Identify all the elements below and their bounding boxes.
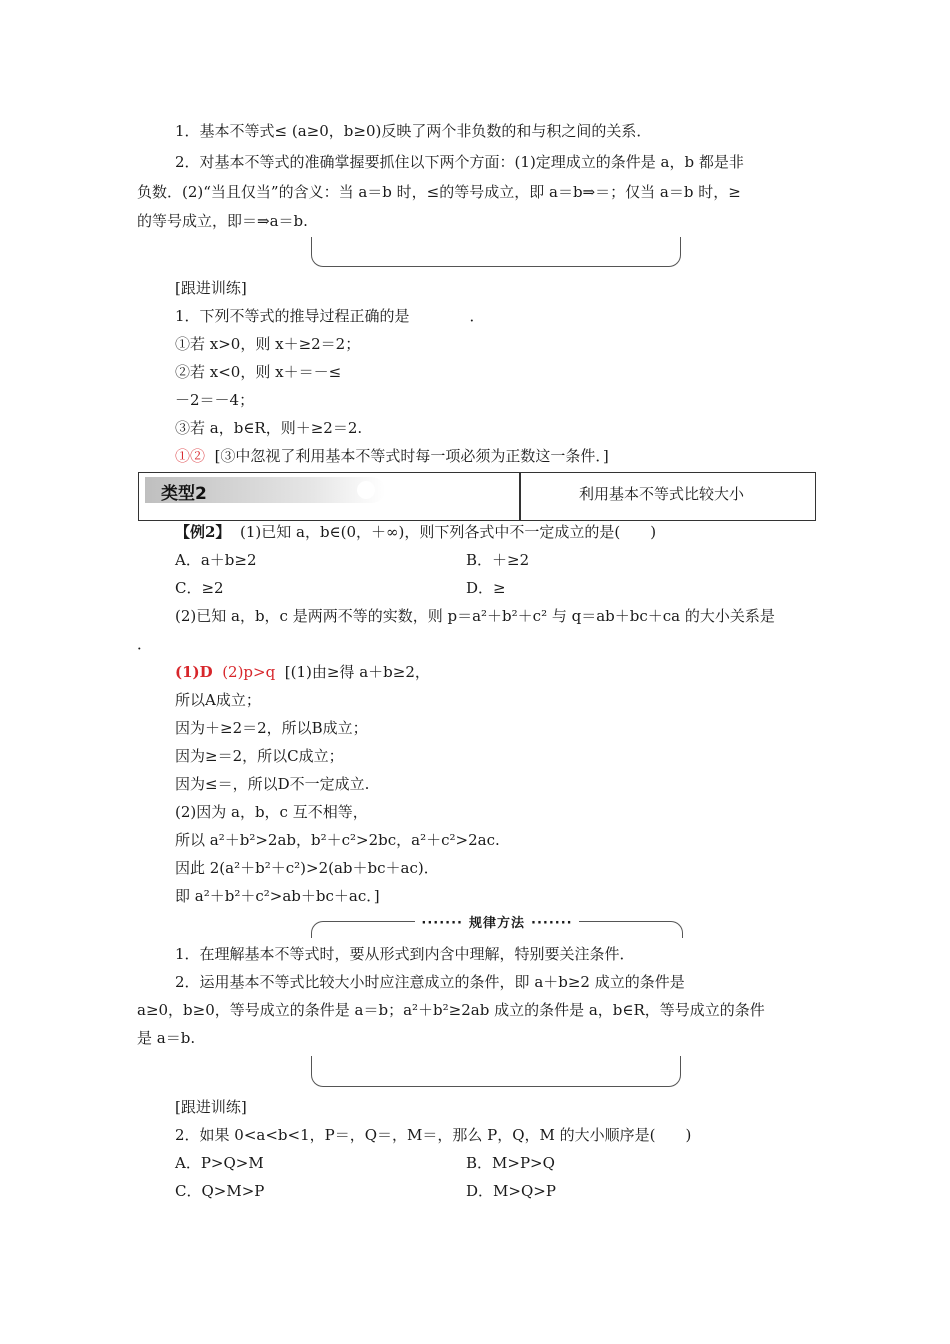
example-answer-1: (1)D [175, 663, 213, 681]
practice-header-1: [跟进训练] [175, 279, 247, 297]
solution-line-8: 因此 2(a²＋b²＋c²)>2(ab＋bc＋ac)． [175, 859, 439, 877]
method-point-2-line-3: 是 a＝b. [137, 1029, 196, 1047]
method-point-2-line-2: a≥0，b≥0，等号成立的条件是 a＝b；a²＋b²≥2ab 成立的条件是 a，b∈R，等号成立的条件 [137, 1001, 765, 1019]
practice-option-1: ①若 x>0，则 x＋≥2＝2； [175, 335, 361, 353]
type-header-bar [138, 472, 816, 521]
example-question-2: (2)已知 a，b，c 是两两不等的实数，则 p＝a²＋b²＋c² 与 q＝ab＋bc＋ca 的大小关系是 [175, 607, 775, 625]
practice-option-2: ②若 x<0，则 x＋＝－≤ [175, 363, 342, 381]
example-option-a: A．a＋b≥2 [175, 551, 257, 569]
practice-explanation: [③中忽视了利用基本不等式时每一项必须为正数这一条件．] [214, 447, 609, 465]
solution-line-2: 所以A成立； [175, 691, 261, 709]
example-question-1-text: (1)已知 a，b∈(0，＋∞)，则下列各式中不一定成立的是( ) [239, 523, 657, 541]
example-answer-2: (2)p>q [222, 663, 276, 681]
practice-option-3: ③若 a，b∈R，则＋≥2＝2. [175, 419, 363, 437]
note-bracket-2 [311, 1056, 681, 1087]
solution-line-5: 因为≤＝，所以D不一定成立. [175, 775, 370, 793]
example-label: 【例2】 [175, 523, 231, 541]
example-option-b: B．＋≥2 [466, 551, 530, 569]
type-tag-label: 类型2 [161, 484, 207, 504]
practice2-option-c: C．Q>M>P [175, 1182, 265, 1200]
practice-question-2: 2．如果 0<a<b<1，P＝，Q＝，M＝，那么 P，Q，M 的大小顺序是( ) [175, 1126, 692, 1144]
example-question-1 [175, 522, 656, 542]
solution-line-7: 所以 a²＋b²>2ab，b²＋c²>2bc，a²＋c²>2ac. [175, 831, 500, 849]
type-title: 利用基本不等式比较大小 [579, 485, 745, 503]
practice-question-1: 1．下列不等式的推导过程正确的是 ． [175, 307, 485, 325]
paragraph-2-line-1: 2．对基本不等式的准确掌握要抓住以下两个方面：(1)定理成立的条件是 a，b 都是非 [175, 153, 744, 171]
example-option-c: C．≥2 [175, 579, 224, 597]
example-option-d: D．≥ [466, 579, 506, 597]
note-bracket-1 [311, 237, 681, 267]
practice2-option-d: D．M>Q>P [466, 1182, 556, 1200]
solution-line-3: 因为＋≥2＝2，所以B成立； [175, 719, 368, 737]
method-point-1: 1．在理解基本不等式时，要从形式到内含中理解，特别要关注条件． [175, 945, 635, 963]
practice-option-2-continued: －2＝－4； [175, 391, 255, 409]
example-question-2-end: ． [137, 635, 153, 653]
tag-decoration-circle [357, 481, 375, 499]
method-header: ······· 规律方法 ······· [312, 912, 682, 931]
solution-line-4: 因为≥＝2，所以C成立； [175, 747, 344, 765]
practice2-option-a: A．P>Q>M [175, 1154, 264, 1172]
paragraph-1: 1．基本不等式≤ (a≥0，b≥0)反映了两个非负数的和与积之间的关系． [175, 122, 652, 140]
paragraph-2-line-2: 负数．(2)“当且仅当”的含义：当 a＝b 时，≤的等号成立，即 a＝b⇒＝；仅当 a＝b 时，≥ [137, 183, 741, 201]
type-tag [145, 477, 385, 503]
example-answer-line [175, 662, 430, 682]
solution-line-1: [(1)由≥得 a＋b≥2， [284, 663, 430, 681]
method-header-bracket [311, 916, 683, 938]
practice-answer: ①② [175, 447, 206, 465]
practice-answer-line [175, 446, 609, 466]
practice-header-2: [跟进训练] [175, 1098, 247, 1116]
solution-line-9: 即 a²＋b²＋c²>ab＋bc＋ac．] [175, 887, 380, 905]
practice2-option-b: B．M>P>Q [466, 1154, 555, 1172]
type-header-divider [519, 473, 521, 520]
solution-line-6: (2)因为 a，b，c 互不相等， [175, 803, 368, 821]
paragraph-2-line-3: 的等号成立，即＝⇒a＝b. [137, 212, 308, 230]
method-point-2-line-1: 2．运用基本不等式比较大小时应注意成立的条件，即 a＋b≥2 成立的条件是 [175, 973, 685, 991]
method-title: 规律方法 [463, 916, 531, 931]
